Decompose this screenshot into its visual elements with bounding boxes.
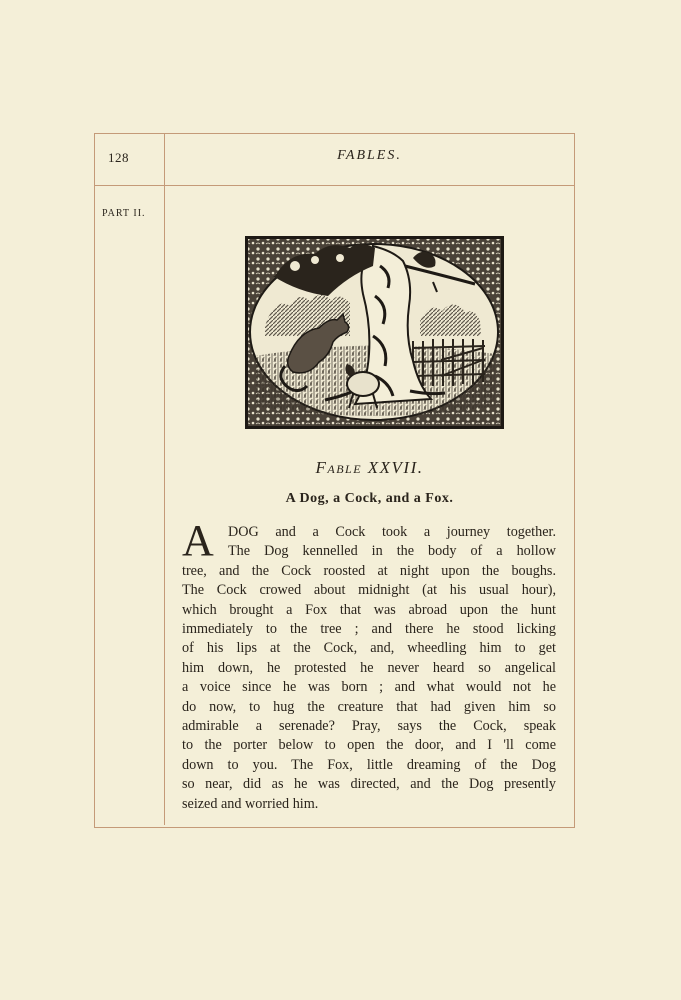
body-line: so near, did as he was directed, and the Dog presently	[182, 776, 556, 793]
fable-body	[182, 516, 556, 814]
body-line: The Dog kennelled in the body of a hollow	[228, 543, 556, 560]
body-line: do now, to hug the creature that had given him so	[182, 698, 556, 715]
fable-number-roman: XXVII.	[367, 458, 424, 477]
body-line: to the porter below to open the door, and I 'll come	[182, 737, 556, 754]
body-line: immediately to the tree ; and there he stood licking	[182, 621, 556, 638]
fable-number-prefix: F	[315, 458, 328, 477]
header-rule	[94, 185, 575, 186]
page-number: 128	[108, 150, 129, 165]
running-title: FABLES.	[337, 148, 402, 163]
drop-cap: A	[182, 516, 214, 565]
body-line: him down, he protested he never heard so angelical	[182, 659, 556, 676]
fable-number	[164, 458, 575, 478]
body-line: admirable a serenade? Pray, says the Cock, speak	[182, 718, 556, 735]
body-line: of his lips at the Cock, and, wheedling him to get	[182, 640, 556, 657]
body-line: DOG and a Cock took a journey together.	[228, 524, 556, 540]
body-line: tree, and the Cock roosted at night upon the boughs.	[182, 562, 556, 579]
body-line: seized and worried him.	[182, 795, 319, 812]
fable-number-smallcaps: ABLE	[327, 462, 363, 476]
body-line: a voice since he was born ; and what would not he	[182, 679, 556, 696]
margin-rule	[164, 133, 165, 825]
body-line: down to you. The Fox, little dreaming of the Dog	[182, 756, 556, 773]
woodcut-illustration	[245, 236, 504, 429]
body-line: which brought a Fox that was abroad upon the hunt	[182, 601, 556, 618]
body-line: The Cock crowed about midnight (at his usual hour),	[182, 582, 556, 599]
fable-title: A Dog, a Cock, and a Fox.	[285, 491, 454, 506]
part-label: PART II.	[102, 208, 146, 219]
